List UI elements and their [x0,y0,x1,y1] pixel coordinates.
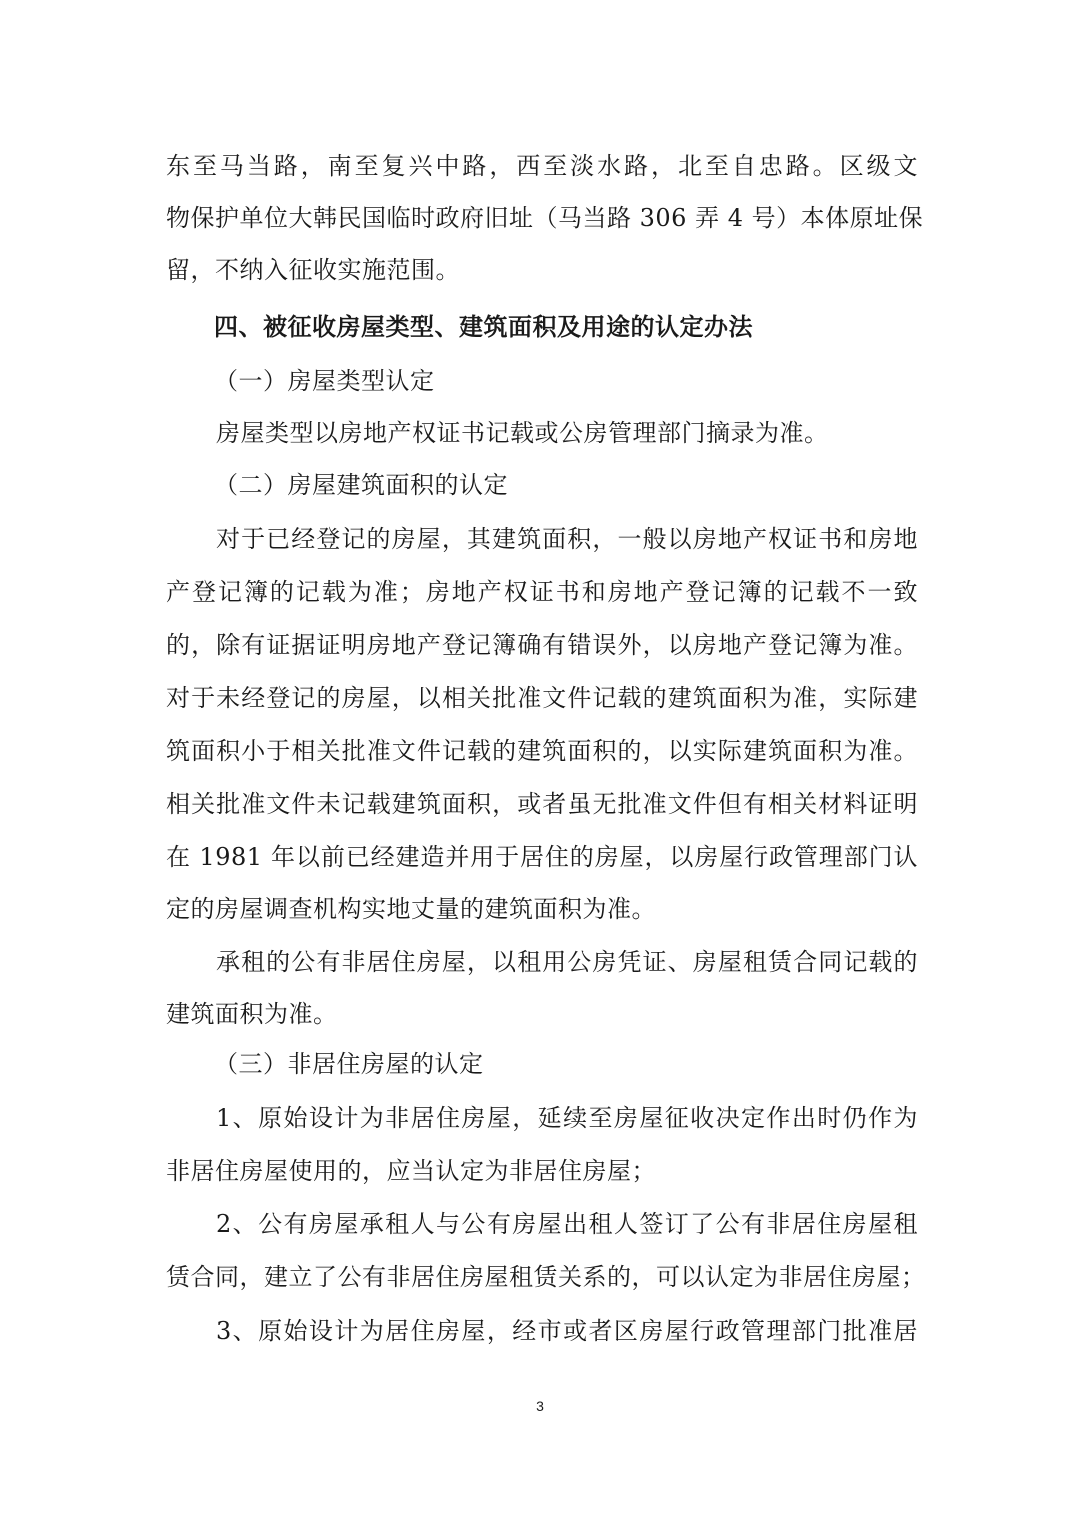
paragraph-line-10: 相关批准文件未记载建筑面积，或者虽无批准文件但有相关材料证明 [166,790,918,818]
paragraph-line-1: 东至马当路，南至复兴中路，西至淡水路，北至自忠路。区级文 [166,152,918,180]
section-heading: 四、被征收房屋类型、建筑面积及用途的认定办法 [214,313,753,341]
paragraph-line-6: 产登记簿的记载为准；房地产权证书和房地产登记簿的记载不一致 [166,578,918,606]
paragraph-line-19: 3、原始设计为居住房屋，经市或者区房屋行政管理部门批准居 [216,1317,918,1345]
paragraph-line-13: 承租的公有非居住房屋，以租用公房凭证、房屋租赁合同记载的 [216,948,918,976]
subsection-heading-2: （二）房屋建筑面积的认定 [214,471,508,499]
paragraph-line-5: 对于已经登记的房屋，其建筑面积，一般以房地产权证书和房地 [216,525,918,553]
paragraph-line-11: 在 1981 年以前已经建造并用于居住的房屋，以房屋行政管理部门认 [166,843,918,871]
subsection-heading-3: （三）非居住房屋的认定 [214,1050,484,1078]
paragraph-line-18: 赁合同，建立了公有非居住房屋租赁关系的，可以认定为非居住房屋； [166,1263,926,1291]
paragraph-line-2: 物保护单位大韩民国临时政府旧址（马当路 306 弄 4 号）本体原址保 [166,204,924,232]
paragraph-line-17: 2、公有房屋承租人与公有房屋出租人签订了公有非居住房屋租 [216,1210,918,1238]
paragraph-line-4: 房屋类型以房地产权证书记载或公房管理部门摘录为准。 [216,419,829,447]
paragraph-line-3: 留，不纳入征收实施范围。 [166,256,460,284]
paragraph-line-15: 1、原始设计为非居住房屋，延续至房屋征收决定作出时仍作为 [216,1104,918,1132]
page-number: 3 [536,1398,544,1414]
paragraph-line-14: 建筑面积为准。 [166,1000,338,1028]
subsection-heading-1: （一）房屋类型认定 [214,367,435,395]
paragraph-line-9: 筑面积小于相关批准文件记载的建筑面积的，以实际建筑面积为准。 [166,737,918,765]
paragraph-line-7: 的，除有证据证明房地产登记簿确有错误外，以房地产登记簿为准。 [166,631,918,659]
paragraph-line-8: 对于未经登记的房屋，以相关批准文件记载的建筑面积为准，实际建 [166,684,918,712]
paragraph-line-16: 非居住房屋使用的，应当认定为非居住房屋； [166,1157,656,1185]
paragraph-line-12: 定的房屋调查机构实地丈量的建筑面积为准。 [166,895,656,923]
